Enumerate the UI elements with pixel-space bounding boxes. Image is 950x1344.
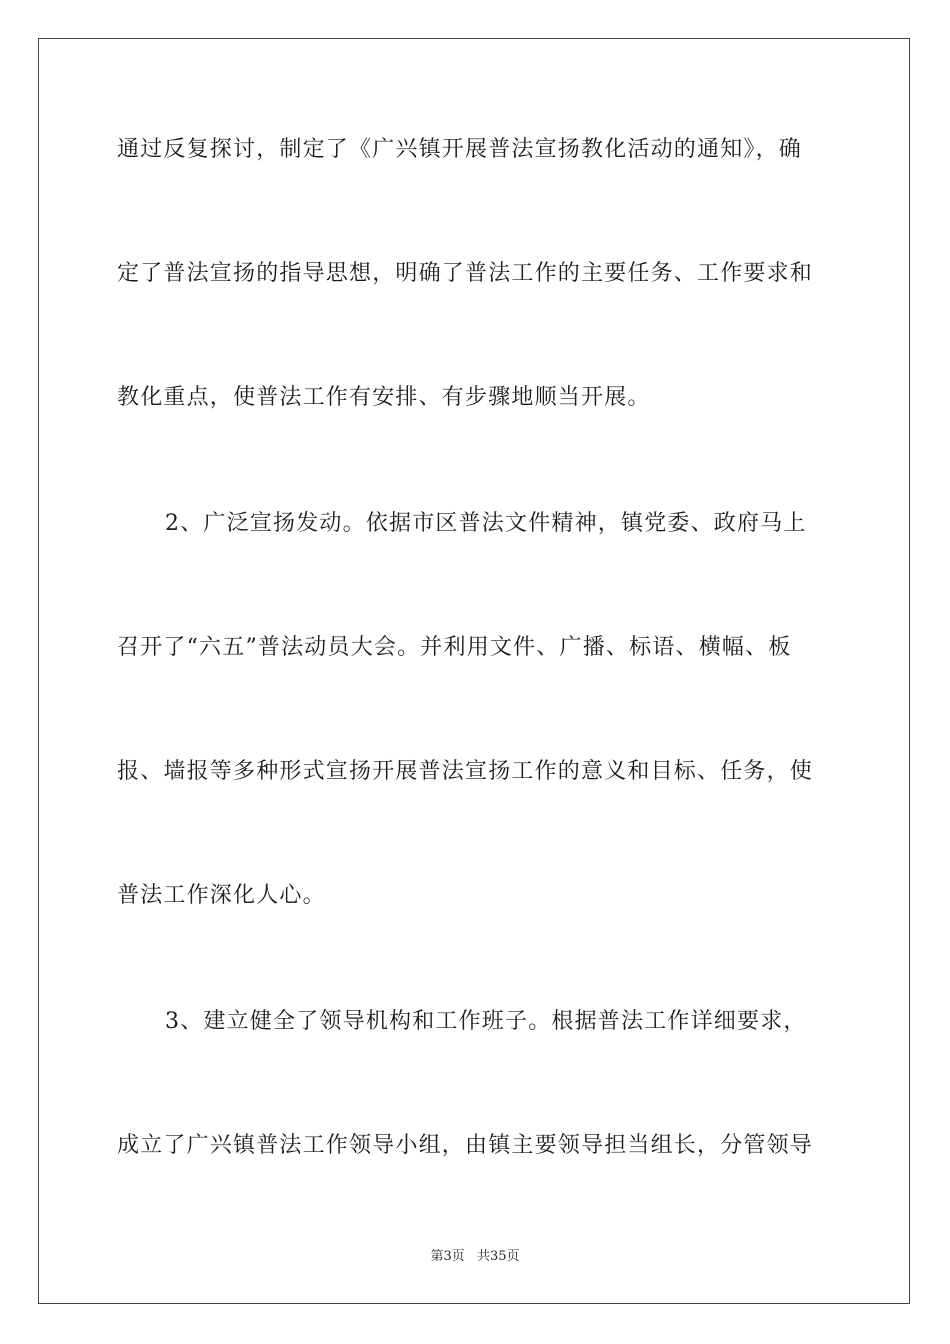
paragraph-line: 3、建立健全了领导机构和工作班子。根据普法工作详细要求， bbox=[165, 1009, 807, 1034]
paragraph-line: 普法工作深化人心。 bbox=[117, 883, 326, 908]
paragraph-line: 成立了广兴镇普法工作领导小组，由镇主要领导担当组长，分管领导 bbox=[117, 1133, 814, 1158]
paragraph-line: 报、墙报等多种形式宣扬开展普法宣扬工作的意义和目标、任务，使 bbox=[117, 759, 814, 784]
paragraph-line: 通过反复探讨，制定了《广兴镇开展普法宣扬教化活动的通知》，确 bbox=[117, 137, 803, 162]
total-pages: 共35页 bbox=[476, 1249, 520, 1264]
page-border bbox=[38, 38, 910, 1304]
page-footer bbox=[0, 1248, 950, 1266]
paragraph-line: 召开了“六五”普法动员大会。并利用文件、广播、标语、横幅、板 bbox=[117, 635, 792, 660]
paragraph-line: 定了普法宣扬的指导思想，明确了普法工作的主要任务、工作要求和 bbox=[117, 261, 814, 286]
page-number: 第3页 bbox=[430, 1249, 465, 1264]
paragraph-line: 教化重点，使普法工作有安排、有步骤地顺当开展。 bbox=[117, 385, 651, 410]
paragraph-line: 2、广泛宣扬发动。依据市区普法文件精神，镇党委、政府马上 bbox=[165, 511, 807, 536]
